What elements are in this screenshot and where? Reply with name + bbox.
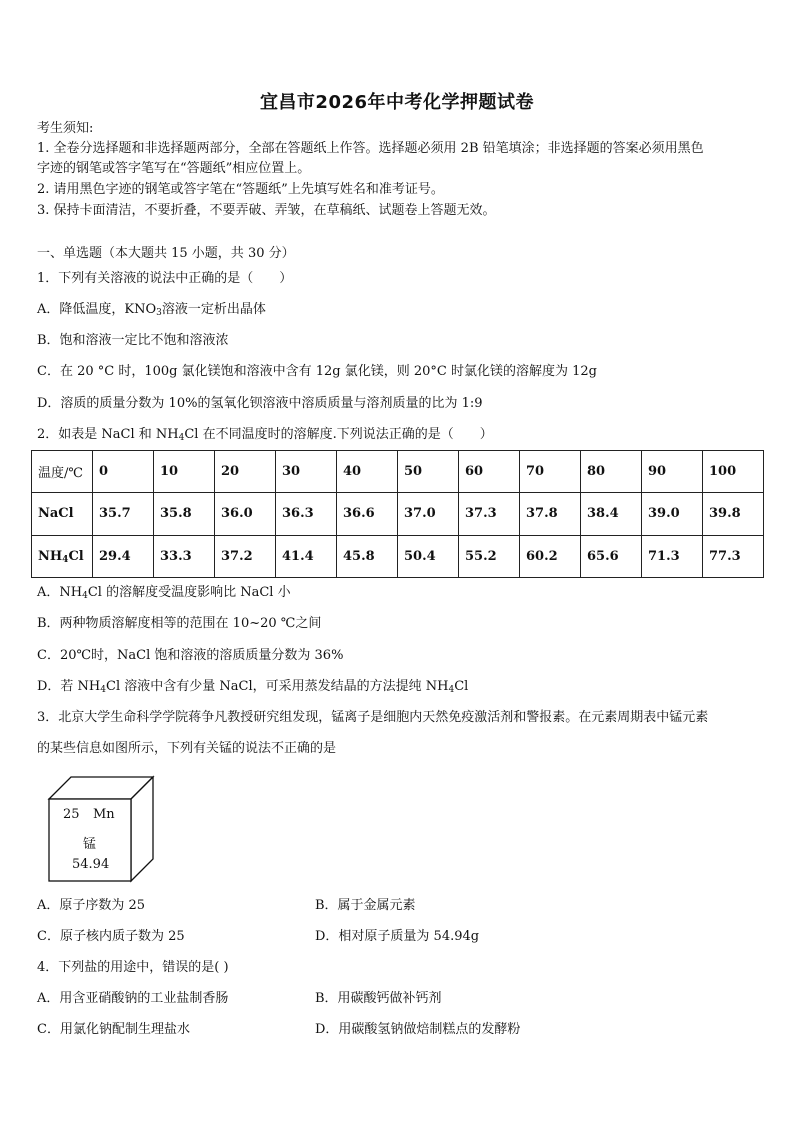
table-cell: 55.2: [459, 535, 520, 577]
q2-d-text-3: Cl: [454, 679, 469, 694]
row-label-text: NH: [38, 548, 63, 564]
atomic-number: 25: [63, 807, 80, 822]
element-symbol: Mn: [93, 807, 115, 822]
q2-a-text: A．NH: [37, 585, 83, 600]
q2-a-text-2: Cl 的溶解度受温度影响比 NaCl 小: [87, 585, 291, 600]
table-cell: 39.0: [642, 493, 703, 535]
header-cell: 40: [337, 451, 398, 493]
q2-stem-text-2: Cl 在不同温度时的溶解度.下列说法正确的是（ ）: [184, 427, 493, 442]
q4-option-a: A．用含亚硝酸钠的工业盐制香肠: [37, 991, 229, 1006]
table-cell: 35.7: [93, 493, 154, 535]
row-label: [32, 535, 93, 577]
table-cell: 33.3: [154, 535, 215, 577]
table-cell: 35.8: [154, 493, 215, 535]
table-cell: 38.4: [581, 493, 642, 535]
element-name: 锰: [83, 837, 97, 852]
q2-option-c: C．20℃时，NaCl 饱和溶液的溶质质量分数为 36%: [37, 648, 344, 663]
row-label-text-2: Cl: [68, 548, 84, 564]
q2-d-text-2: Cl 溶液中含有少量 NaCl，可采用蒸发结晶的方法提纯 NH: [106, 679, 449, 694]
q3-stem-line-2: 的某些信息如图所示，下列有关锰的说法不正确的是: [37, 741, 337, 756]
solubility-table: [31, 450, 764, 578]
q3-option-d: D．相对原子质量为 54.94g: [315, 929, 480, 944]
q4-stem: 4．下列盐的用途中，错误的是( ): [37, 960, 229, 975]
q1-option-c: C．在 20 °C 时，100g 氯化镁饱和溶液中含有 12g 氯化镁，则 20°C 时氯化镁的溶解度为 12g: [37, 364, 597, 379]
element-card: [47, 775, 155, 883]
table-cell: 37.3: [459, 493, 520, 535]
table-cell: 37.2: [215, 535, 276, 577]
q2-stem-sub: 4: [178, 433, 185, 443]
table-cell: 41.4: [276, 535, 337, 577]
table-cell: 45.8: [337, 535, 398, 577]
q2-option-b: B．两种物质溶解度相等的范围在 10~20 ℃之间: [37, 616, 322, 631]
section-heading: 一、单选题（本大题共 15 小题，共 30 分）: [37, 246, 295, 261]
header-cell: 60: [459, 451, 520, 493]
header-cell: 50: [398, 451, 459, 493]
header-cell: 0: [93, 451, 154, 493]
q1-a-text-2: 溶液一定析出晶体: [161, 302, 266, 317]
q1-a-text: A．降低温度，KNO: [37, 302, 157, 317]
q4-option-d: D．用碳酸氢钠做焙制糕点的发酵粉: [315, 1022, 521, 1037]
table-cell: 60.2: [520, 535, 581, 577]
q2-a-sub: 4: [82, 591, 88, 601]
table-cell: 37.8: [520, 493, 581, 535]
notice-heading: 考生须知:: [37, 121, 94, 136]
table-row-nh4cl: [32, 535, 764, 577]
q1-option-d: D．溶质的质量分数为 10%的氢氧化钡溶液中溶质质量与溶剂质量的比为 1:9: [37, 396, 483, 411]
q2-option-a: [37, 585, 291, 601]
atomic-mass: 54.94: [72, 857, 110, 872]
notice-line-2: 字迹的钢笔或答字笔写在“答题纸”相应位置上。: [37, 161, 311, 176]
q2-stem-text: 2．如表是 NaCl 和 NH: [37, 427, 179, 442]
header-cell: 10: [154, 451, 215, 493]
notice-line-3: 2. 请用黑色字迹的钢笔或答字笔在“答题纸”上先填写姓名和准考证号。: [37, 182, 444, 197]
table-cell: 77.3: [703, 535, 764, 577]
header-cell: 70: [520, 451, 581, 493]
table-cell: 37.0: [398, 493, 459, 535]
header-cell: 温度/℃: [32, 451, 93, 493]
row-label-sub: 4: [62, 554, 69, 565]
header-cell: 90: [642, 451, 703, 493]
table-row-nacl: [32, 493, 764, 535]
q1-option-b: B．饱和溶液一定比不饱和溶液浓: [37, 333, 229, 348]
header-cell: 20: [215, 451, 276, 493]
page-title: 宜昌市2026年中考化学押题试卷: [259, 92, 535, 113]
q4-option-b: B．用碳酸钙做补钙剂: [315, 991, 442, 1006]
table-cell: 36.3: [276, 493, 337, 535]
q1-stem: 1．下列有关溶液的说法中正确的是（ ）: [37, 271, 293, 286]
notice-line-1: 1. 全卷分选择题和非选择题两部分，全部在答题纸上作答。选择题必须用 2B 铅笔填涂；非选择题的答案必须用黑色: [37, 141, 704, 156]
q2-d-sub: 4: [100, 685, 107, 695]
q3-option-b: B．属于金属元素: [315, 898, 416, 913]
q3-stem-line-1: 3．北京大学生命科学学院蒋争凡教授研究组发现，锰离子是细胞内天然免疫激活剂和警报素。在元素周期表中锰元素: [37, 710, 709, 725]
header-cell: 80: [581, 451, 642, 493]
header-cell: 30: [276, 451, 337, 493]
q1-option-a: [37, 302, 266, 318]
table-cell: 65.6: [581, 535, 642, 577]
table-cell: 39.8: [703, 493, 764, 535]
q4-option-c: C．用氯化钠配制生理盐水: [37, 1022, 190, 1037]
table-cell: 71.3: [642, 535, 703, 577]
header-cell: 100: [703, 451, 764, 493]
q2-stem: [37, 427, 493, 443]
q2-d-text: D．若 NH: [37, 679, 101, 694]
row-label: NaCl: [32, 493, 93, 535]
table-cell: 36.6: [337, 493, 398, 535]
q2-d-sub-2: 4: [448, 685, 455, 695]
table-cell: 36.0: [215, 493, 276, 535]
q3-option-a: A．原子序数为 25: [37, 898, 146, 913]
notice-line-4: 3. 保持卡面清洁，不要折叠，不要弄破、弄皱，在草稿纸、试题卷上答题无效。: [37, 203, 496, 218]
table-cell: 50.4: [398, 535, 459, 577]
table-row-header: [32, 451, 764, 493]
q1-a-sub: 3: [156, 308, 162, 318]
table-cell: 29.4: [93, 535, 154, 577]
q2-option-d: [37, 679, 468, 695]
q3-option-c: C．原子核内质子数为 25: [37, 929, 185, 944]
